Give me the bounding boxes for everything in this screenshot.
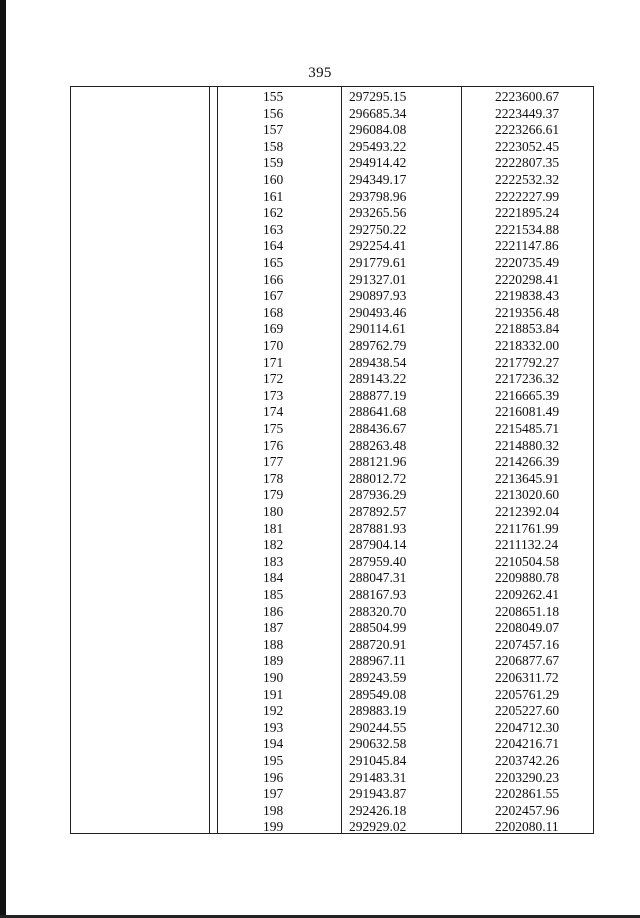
y-coordinate: 2223449.37 bbox=[495, 105, 560, 121]
point-number: 179 bbox=[263, 487, 284, 503]
point-number: 182 bbox=[263, 537, 284, 553]
y-coordinate: 2203742.26 bbox=[495, 753, 560, 768]
y-coordinate: 2214266.39 bbox=[495, 454, 560, 470]
x-coordinate: 294349.17 bbox=[349, 172, 407, 187]
x-coordinate: 291779.61 bbox=[349, 255, 407, 270]
x-coordinate: 288320.70 bbox=[349, 603, 407, 619]
x-coordinate: 291943.87 bbox=[349, 786, 407, 802]
y-coordinate: 2219838.43 bbox=[495, 288, 560, 304]
x-coordinate: 291327.01 bbox=[349, 271, 407, 287]
table-row bbox=[71, 404, 593, 421]
y-coordinate: 2221895.24 bbox=[495, 205, 560, 221]
y-coordinate: 2219356.48 bbox=[495, 304, 560, 320]
point-number: 166 bbox=[263, 271, 284, 287]
point-number: 174 bbox=[263, 404, 284, 420]
x-coordinate: 289438.54 bbox=[349, 354, 407, 370]
point-number: 194 bbox=[263, 736, 284, 752]
x-coordinate: 290493.46 bbox=[349, 304, 407, 320]
x-coordinate: 290244.55 bbox=[349, 719, 407, 735]
table-row bbox=[71, 587, 593, 604]
y-coordinate: 2202861.55 bbox=[495, 786, 560, 802]
x-coordinate: 292254.41 bbox=[349, 238, 407, 254]
table-row bbox=[71, 305, 593, 322]
y-coordinate: 2222227.99 bbox=[495, 188, 560, 204]
coordinate-table bbox=[70, 86, 594, 834]
table-row bbox=[71, 819, 593, 836]
point-number: 173 bbox=[263, 387, 284, 403]
table-row bbox=[71, 454, 593, 471]
table-row bbox=[71, 703, 593, 720]
y-coordinate: 2213020.60 bbox=[495, 487, 560, 503]
point-number: 165 bbox=[263, 255, 284, 270]
point-number: 161 bbox=[263, 188, 284, 204]
x-coordinate: 290632.58 bbox=[349, 736, 407, 752]
y-coordinate: 2203290.23 bbox=[495, 769, 560, 785]
point-number: 196 bbox=[263, 769, 284, 785]
table-row bbox=[71, 487, 593, 504]
y-coordinate: 2202457.96 bbox=[495, 802, 560, 818]
y-coordinate: 2212392.04 bbox=[495, 504, 560, 519]
table-row bbox=[71, 753, 593, 770]
x-coordinate: 287881.93 bbox=[349, 520, 407, 536]
y-coordinate: 2221534.88 bbox=[495, 221, 560, 237]
point-number: 159 bbox=[263, 155, 284, 171]
table-row bbox=[71, 637, 593, 654]
table-row bbox=[71, 238, 593, 255]
y-coordinate: 2222532.32 bbox=[495, 172, 560, 187]
table-row bbox=[71, 371, 593, 388]
table-row bbox=[71, 720, 593, 737]
y-coordinate: 2206311.72 bbox=[495, 670, 559, 685]
table-row bbox=[71, 438, 593, 455]
point-number: 195 bbox=[263, 753, 284, 768]
x-coordinate: 288047.31 bbox=[349, 570, 407, 586]
y-coordinate: 2213645.91 bbox=[495, 470, 560, 486]
point-number: 157 bbox=[263, 122, 284, 138]
point-number: 197 bbox=[263, 786, 284, 802]
y-coordinate: 2220298.41 bbox=[495, 271, 560, 287]
y-coordinate: 2220735.49 bbox=[495, 255, 560, 270]
x-coordinate: 291045.84 bbox=[349, 753, 407, 768]
scan-edge-left bbox=[0, 0, 6, 918]
x-coordinate: 288012.72 bbox=[349, 470, 407, 486]
y-coordinate: 2215485.71 bbox=[495, 421, 560, 436]
point-number: 198 bbox=[263, 802, 284, 818]
x-coordinate: 292750.22 bbox=[349, 221, 407, 237]
x-coordinate: 288967.11 bbox=[349, 653, 406, 669]
point-number: 184 bbox=[263, 570, 284, 586]
point-number: 172 bbox=[263, 371, 284, 387]
y-coordinate: 2204712.30 bbox=[495, 719, 560, 735]
point-number: 175 bbox=[263, 421, 284, 436]
x-coordinate: 294914.42 bbox=[349, 155, 407, 171]
table-row bbox=[71, 321, 593, 338]
y-coordinate: 2217236.32 bbox=[495, 371, 560, 387]
y-coordinate: 2209880.78 bbox=[495, 570, 560, 586]
x-coordinate: 290114.61 bbox=[349, 321, 406, 337]
table-row bbox=[71, 471, 593, 488]
table-row bbox=[71, 189, 593, 206]
table-row bbox=[71, 687, 593, 704]
x-coordinate: 288436.67 bbox=[349, 421, 407, 436]
table-row bbox=[71, 272, 593, 289]
point-number: 199 bbox=[263, 819, 284, 835]
y-coordinate: 2221147.86 bbox=[495, 238, 559, 254]
y-coordinate: 2218332.00 bbox=[495, 338, 560, 353]
x-coordinate: 289549.08 bbox=[349, 686, 407, 702]
table-row bbox=[71, 155, 593, 172]
y-coordinate: 2206877.67 bbox=[495, 653, 560, 669]
point-number: 176 bbox=[263, 437, 284, 453]
point-number: 185 bbox=[263, 587, 284, 602]
x-coordinate: 287904.14 bbox=[349, 537, 407, 553]
table-row bbox=[71, 355, 593, 372]
table-row bbox=[71, 670, 593, 687]
point-number: 193 bbox=[263, 719, 284, 735]
x-coordinate: 289243.59 bbox=[349, 670, 407, 685]
x-coordinate: 289883.19 bbox=[349, 703, 407, 719]
table-row bbox=[71, 106, 593, 123]
table-row bbox=[71, 288, 593, 305]
point-number: 163 bbox=[263, 221, 284, 237]
x-coordinate: 287936.29 bbox=[349, 487, 407, 503]
x-coordinate: 292929.02 bbox=[349, 819, 407, 835]
point-number: 162 bbox=[263, 205, 284, 221]
table-row bbox=[71, 521, 593, 538]
y-coordinate: 2209262.41 bbox=[495, 587, 560, 602]
point-number: 155 bbox=[263, 89, 284, 104]
point-number: 191 bbox=[263, 686, 284, 702]
point-number: 171 bbox=[263, 354, 284, 370]
point-number: 187 bbox=[263, 620, 284, 636]
x-coordinate: 289762.79 bbox=[349, 338, 407, 353]
x-coordinate: 290897.93 bbox=[349, 288, 407, 304]
table-row bbox=[71, 89, 593, 106]
point-number: 160 bbox=[263, 172, 284, 187]
y-coordinate: 2205761.29 bbox=[495, 686, 560, 702]
x-coordinate: 288720.91 bbox=[349, 636, 407, 652]
x-coordinate: 287892.57 bbox=[349, 504, 407, 519]
x-coordinate: 288641.68 bbox=[349, 404, 407, 420]
y-coordinate: 2216081.49 bbox=[495, 404, 560, 420]
y-coordinate: 2208049.07 bbox=[495, 620, 560, 636]
point-number: 181 bbox=[263, 520, 284, 536]
table-row bbox=[71, 736, 593, 753]
x-coordinate: 288121.96 bbox=[349, 454, 407, 470]
x-coordinate: 288167.93 bbox=[349, 587, 407, 602]
table-row bbox=[71, 803, 593, 820]
point-number: 168 bbox=[263, 304, 284, 320]
x-coordinate: 288504.99 bbox=[349, 620, 407, 636]
y-coordinate: 2217792.27 bbox=[495, 354, 560, 370]
table-row bbox=[71, 388, 593, 405]
point-number: 189 bbox=[263, 653, 284, 669]
point-number: 192 bbox=[263, 703, 284, 719]
table-row bbox=[71, 554, 593, 571]
point-number: 170 bbox=[263, 338, 284, 353]
x-coordinate: 296084.08 bbox=[349, 122, 407, 138]
page-number: 395 bbox=[308, 65, 332, 81]
x-coordinate: 287959.40 bbox=[349, 553, 407, 569]
x-coordinate: 296685.34 bbox=[349, 105, 407, 121]
point-number: 178 bbox=[263, 470, 284, 486]
table-row bbox=[71, 172, 593, 189]
point-number: 164 bbox=[263, 238, 284, 254]
y-coordinate: 2211132.24 bbox=[495, 537, 559, 553]
x-coordinate: 288877.19 bbox=[349, 387, 407, 403]
y-coordinate: 2223266.61 bbox=[495, 122, 560, 138]
x-coordinate: 292426.18 bbox=[349, 802, 407, 818]
y-coordinate: 2216665.39 bbox=[495, 387, 560, 403]
y-coordinate: 2208651.18 bbox=[495, 603, 560, 619]
x-coordinate: 295493.22 bbox=[349, 138, 407, 154]
y-coordinate: 2223600.67 bbox=[495, 89, 560, 104]
point-number: 156 bbox=[263, 105, 284, 121]
point-number: 158 bbox=[263, 138, 284, 154]
point-number: 177 bbox=[263, 454, 284, 470]
y-coordinate: 2223052.45 bbox=[495, 138, 560, 154]
table-row bbox=[71, 570, 593, 587]
table-row bbox=[71, 786, 593, 803]
point-number: 169 bbox=[263, 321, 284, 337]
table-row bbox=[71, 653, 593, 670]
table-row bbox=[71, 421, 593, 438]
table-row bbox=[71, 338, 593, 355]
point-number: 190 bbox=[263, 670, 284, 685]
y-coordinate: 2214880.32 bbox=[495, 437, 560, 453]
table-row bbox=[71, 122, 593, 139]
x-coordinate: 289143.22 bbox=[349, 371, 407, 387]
y-coordinate: 2218853.84 bbox=[495, 321, 560, 337]
point-number: 183 bbox=[263, 553, 284, 569]
y-coordinate: 2207457.16 bbox=[495, 636, 560, 652]
table-row bbox=[71, 205, 593, 222]
table-row bbox=[71, 537, 593, 554]
table-row bbox=[71, 504, 593, 521]
y-coordinate: 2210504.58 bbox=[495, 553, 560, 569]
x-coordinate: 291483.31 bbox=[349, 769, 407, 785]
point-number: 180 bbox=[263, 504, 284, 519]
table-row bbox=[71, 222, 593, 239]
point-number: 167 bbox=[263, 288, 284, 304]
x-coordinate: 293265.56 bbox=[349, 205, 407, 221]
point-number: 186 bbox=[263, 603, 284, 619]
table-row bbox=[71, 139, 593, 156]
point-number: 188 bbox=[263, 636, 284, 652]
x-coordinate: 297295.15 bbox=[349, 89, 407, 104]
y-coordinate: 2205227.60 bbox=[495, 703, 560, 719]
table-row bbox=[71, 620, 593, 637]
table-row bbox=[71, 770, 593, 787]
y-coordinate: 2202080.11 bbox=[495, 819, 559, 835]
y-coordinate: 2204216.71 bbox=[495, 736, 560, 752]
table-row bbox=[71, 604, 593, 621]
x-coordinate: 293798.96 bbox=[349, 188, 407, 204]
y-coordinate: 2222807.35 bbox=[495, 155, 560, 171]
y-coordinate: 2211761.99 bbox=[495, 520, 559, 536]
x-coordinate: 288263.48 bbox=[349, 437, 407, 453]
table-row bbox=[71, 255, 593, 272]
